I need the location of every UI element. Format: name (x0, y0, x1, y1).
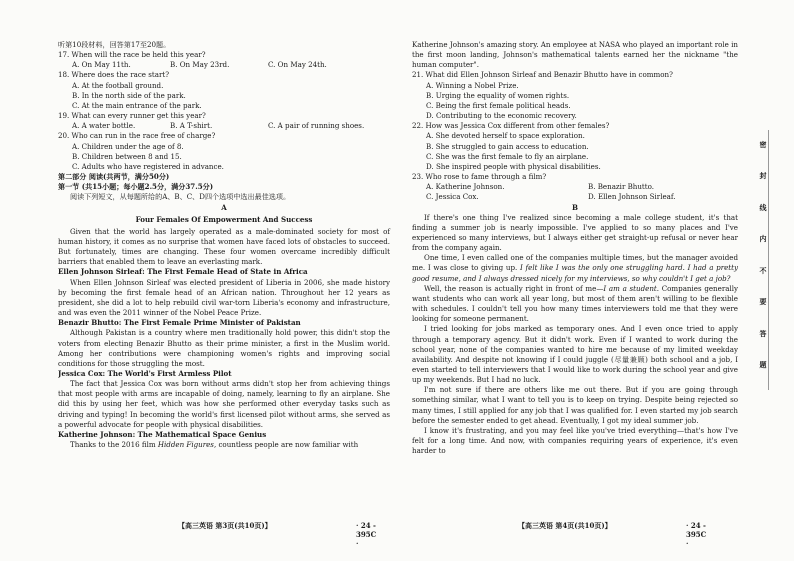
margin-char: 答 (759, 328, 767, 338)
question-19: 19. What can every runner get this year? (58, 111, 206, 121)
paragraph: I know it's frustrating, and you may feel like you've tried everything—that's how I've felt for a long time. And now, with companies requiring years of experience, it's even harder to (412, 425, 738, 456)
passage-letter-b: B (572, 202, 578, 212)
question-18: 18. Where does the race start? (58, 70, 170, 80)
option-a: A. Winning a Nobel Prize. (426, 80, 519, 90)
option-c: C. On May 24th. (268, 60, 327, 70)
option-a: A. She devoted herself to space exploration. (426, 131, 585, 141)
option-a: A. Children under the age of 8. (72, 141, 184, 151)
option-c: C. At the main entrance of the park. (72, 100, 202, 110)
question-19-options (58, 121, 390, 131)
paragraph: If there's one thing I've realized since becoming a male college student, it's that finding a summer job is nearly impossible. I've applied to so many places and I've experienced so many interviews, but I always either get straight-up refusal or never hear from the company again. (412, 212, 738, 253)
option-b: B. On May 23rd. (170, 60, 230, 70)
option-b: B. She struggled to gain access to education. (426, 141, 589, 151)
option-c: C. Adults who have registered in advance. (72, 161, 224, 171)
right-column (412, 40, 738, 456)
subheading-johnson: Katherine Johnson: The Mathematical Space Genius (58, 429, 267, 439)
paragraph: Although Pakistan is a country where men traditionally hold power, this didn't stop the voters from electing Benazir Bhutto as their prime minister, a first in the Muslim world. Among her contributions were championing women's rights and improving social conditions for those struggling the most. (58, 328, 390, 368)
paragraph-text: Thanks to the 2016 film (70, 440, 158, 450)
option-b: B. In the north side of the park. (72, 90, 186, 100)
paragraph: The fact that Jessica Cox was born without arms didn't stop her from achieving things that most people with arms are incapable of doing, namely, learning to fly an airplane. She did this by using her feet, which was how she performed other everyday tasks such as driving and typing! In becoming the world's first licensed pilot without arms, she served as a powerful advocate for people with physical disabilities. (58, 379, 390, 429)
binding-margin-notice (756, 140, 770, 370)
option-a: A. At the football ground. (72, 80, 164, 90)
question-17-options (58, 60, 390, 70)
paragraph (412, 253, 738, 283)
question-20: 20. Who can run in the race free of charge? (58, 131, 216, 141)
film-title: Hidden Figures (157, 440, 214, 450)
passage-title: Four Females Of Empowerment And Success (135, 214, 313, 224)
margin-char: 题 (759, 359, 767, 369)
option-b: B. Children between 8 and 15. (72, 151, 182, 161)
subheading-bhutto: Benazir Bhutto: The First Female Prime Minister of Pakistan (58, 318, 301, 328)
paragraph-text: , countless people are now familiar with (213, 440, 359, 450)
option-c: C. She was the first female to fly an airplane. (426, 151, 589, 161)
option-c: C. Jessica Cox. (426, 192, 479, 202)
margin-char: 不 (759, 265, 767, 275)
paragraph (412, 284, 738, 325)
option-d: D. She inspired people with physical disabilities. (426, 161, 601, 171)
question-21: 21. What did Ellen Johnson Sirleaf and Benazir Bhutto have in common? (412, 70, 673, 80)
page-footer-right (518, 521, 707, 548)
passage-letter-a: A (221, 202, 227, 212)
page-code: · 24 - 395C · (356, 521, 377, 548)
section-one-heading: 第一节 (共15小题；每小题2.5分，满分37.5分) (58, 182, 214, 192)
option-d: D. Ellen Johnson Sirleaf. (588, 192, 676, 202)
option-c: C. Being the first female political heads. (426, 100, 571, 110)
paragraph: Given that the world has largely operated as a male-dominated society for most of human history, it comes as no surprise that women have faced lots of obstacles to succeed. But fortunately, times are changing. These four women overcame incredibly difficult barriers that enabled them to leave an everlasting mark. (58, 226, 390, 267)
margin-char: 内 (759, 234, 767, 244)
paragraph-text: One time, I even called one of the companies multiple times, but the manager avoided me. I was close to giving up. (412, 253, 738, 273)
italic-text: I felt like I was the only one struggling hard. I had a pretty good resume, and I always dressed nicely for my interviews, so why couldn't I get a job? (412, 263, 738, 283)
option-a: A. Katherine Johnson. (426, 182, 505, 192)
margin-char: 密 (759, 140, 767, 149)
paragraph-text: Well, the reason is actually right in front of me— (424, 283, 604, 293)
paragraph: When Ellen Johnson Sirleaf was elected president of Liberia in 2006, she made history by becoming the first female head of an African nation. Throughout her 12 years as president, she did a lot to help rebuild civil war-torn Liberia's economy and infrastructure, and was even the 2011 winner of the Nobel Peace Prize. (58, 277, 390, 318)
option-d: D. Contributing to the economic recovery. (426, 111, 577, 121)
option-a: A. On May 11th. (72, 60, 131, 70)
reading-instruction: 阅读下列短文，从每题所给的A、B、C、D四个选项中选出最佳选项。 (70, 192, 291, 202)
page-label: 【高三英语 第4页(共10页)】 (518, 521, 612, 530)
part-two-heading: 第二部分 阅读(共两节，满分50分) (58, 172, 170, 182)
paragraph: I tried looking for jobs marked as temporary ones. And I even once tried to apply through a temporary agency. But it didn't work. Even if I wanted to work during the school year, none of the companies wanted to hire me because of my limited weekday availability. And despite not knowing if I could juggle (尽量兼顾) both school and a job, I even started to tell interviewers that I would like to work during the school year and give up my weekends. But I had no luck. (412, 324, 738, 385)
question-23-options-cd (412, 192, 738, 202)
paragraph (58, 440, 390, 450)
left-column (58, 40, 390, 450)
option-b: B. Benazir Bhutto. (588, 182, 655, 192)
margin-char: 要 (759, 297, 767, 307)
margin-char: 线 (759, 202, 767, 212)
subheading-sirleaf: Ellen Johnson Sirleaf: The First Female Head of State in Africa (58, 267, 308, 277)
paragraph: I'm not sure if there are others like me out there. But if you are going through something similar, what I want to tell you is to keep on trying. Despite being rejected so many times, I still applied for any job that I was qualified for. I even started my job search before the semester ended to get ahead. Eventually, I got my ideal summer job. (412, 385, 738, 425)
listening-instruction: 听第10段材料，回答第17至20题。 (58, 40, 171, 49)
option-c: C. A pair of running shoes. (268, 121, 365, 131)
page-code: · 24 - 395C · (686, 521, 707, 548)
paragraph: Katherine Johnson's amazing story. An employee at NASA who played an important role in the first moon landing, Johnson's mathematical talents earned her the nickname "the human computer". (412, 40, 738, 70)
page-label: 【高三英语 第3页(共10页)】 (178, 521, 272, 530)
option-a: A. A water bottle. (72, 121, 136, 131)
question-22: 22. How was Jessica Cox different from other females? (412, 121, 610, 131)
question-17: 17. When will the race be held this year? (58, 50, 206, 60)
italic-text: I am a student (603, 283, 657, 293)
margin-char: 封 (759, 171, 767, 181)
question-23: 23. Who rose to fame through a film? (412, 172, 547, 182)
question-23-options-ab (412, 182, 738, 192)
option-b: B. A T-shirt. (170, 121, 213, 131)
subheading-cox: Jessica Cox: The World's First Armless Pilot (58, 369, 232, 378)
page-footer-left (178, 521, 377, 548)
paragraph-text: . Companies generally want students who can work all year long, but most of them aren't willing to be flexible with schedules. I couldn't tell you how many times interviewers told me that they were looking for someone permanent. (412, 283, 738, 324)
option-b: B. Urging the equality of women rights. (426, 90, 570, 100)
